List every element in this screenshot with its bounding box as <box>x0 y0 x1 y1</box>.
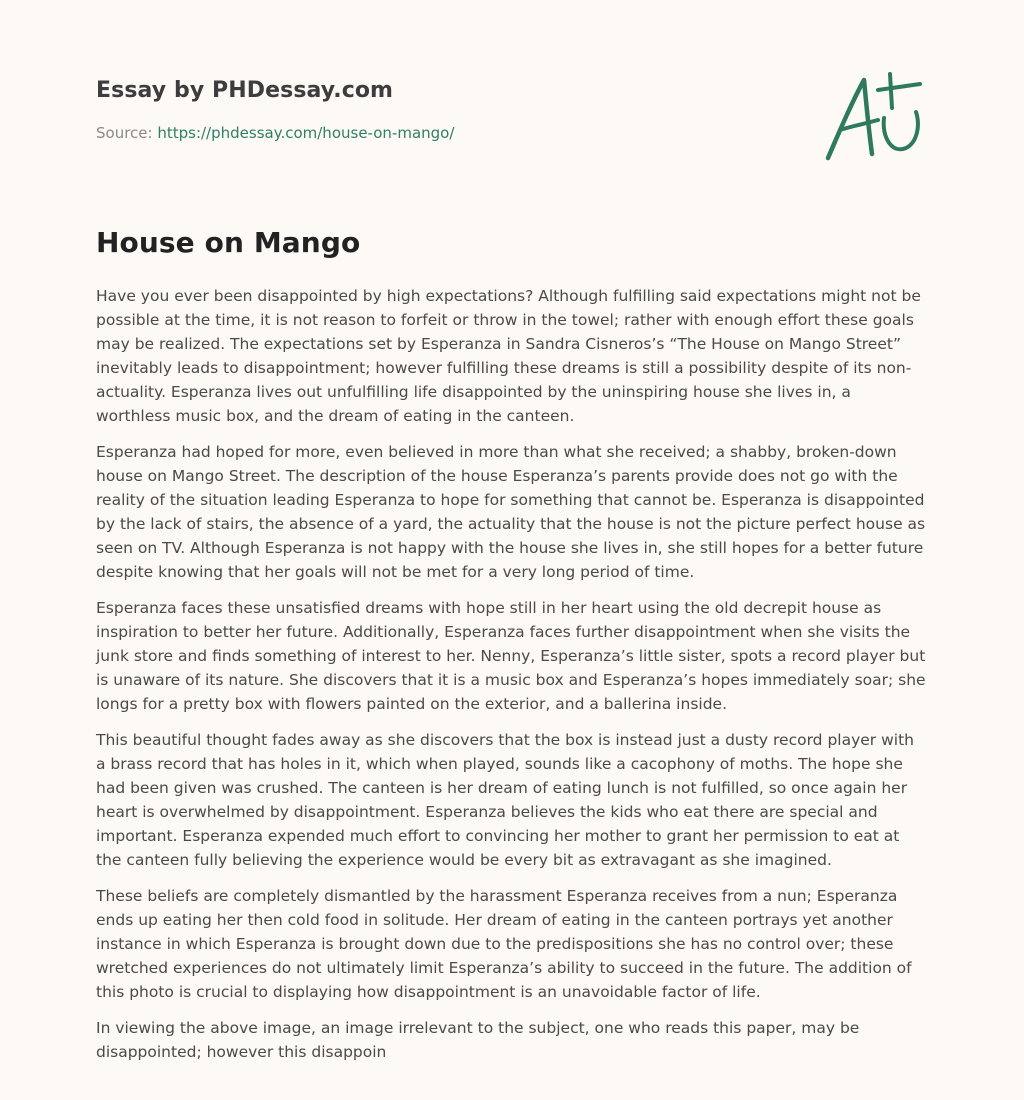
essay-paragraph: Esperanza had hoped for more, even believed in more than what she received; a shabby, broken-down house on Mango Street. The description of the house Esperanza’s parents provide does not go with the reality of the situation leading Esperanza to hope for something that cannot be. Esperanza is disappointed by the lack of stairs, the absence of a yard, the actuality that the house is not the picture perfect house as seen on TV. Although Esperanza is not happy with the house she lives in, she still hopes for a better future despite knowing that her goals will not be met for a very long period of time. <box>96 443 926 581</box>
source-link[interactable]: https://phdessay.com/house-on-mango/ <box>157 124 455 142</box>
essay-paragraph: Esperanza faces these unsatisfied dreams with hope still in her heart using the old decrepit house as inspiration to better her future. Additionally, Esperanza faces further disappointment when she visits the junk store and finds something of interest to her. Nenny, Esperanza’s little sister, spots a record player but is unaware of its nature. She discovers that it is a music box and Esperanza’s hopes immediately soar; she longs for a pretty box with flowers painted on the exterior, and a ballerina inside. <box>96 599 926 713</box>
essay-paragraph: In viewing the above image, an image irrelevant to the subject, one who reads this paper, may be disappointed; however this disappoin <box>96 1019 860 1061</box>
essay-paragraph: This beautiful thought fades away as she discovers that the box is instead just a dusty record player with a brass record that has holes in it, which when played, sounds like a cacophony of moths. The hope she had been given was crushed. The canteen is her dream of eating lunch is not fulfilled, so once again her heart is overwhelmed by disappointment. Esperanza believes the kids who eat there are special and important. Esperanza expended much effort to convincing her mother to grant her permission to eat at the canteen fully believing the experience would be every bit as extravagant as she imagined. <box>96 731 914 869</box>
source-line <box>96 124 454 142</box>
essay-paragraph: These beliefs are completely dismantled by the harassment Esperanza receives from a nun; Esperanza ends up eating her then cold food in solitude. Her dream of eating in the canteen portrays yet another instance in which Esperanza is brought down due to the predispositions she has no control over; these wretched experiences do not ultimately limit Esperanza’s ability to succeed in the future. The addition of this photo is crucial to displaying how disappointment is an unavoidable factor of life. <box>96 887 912 1001</box>
essay-title: House on Mango <box>96 226 361 259</box>
site-brand: Essay by PHDessay.com <box>96 78 394 103</box>
a-plus-logo-icon <box>822 68 926 164</box>
essay-paragraph: Have you ever been disappointed by high expectations? Although fulfilling said expectations might not be possible at the time, it is not reason to forfeit or throw in the towel; rather with enough effort these goals may be realized. The expectations set by Esperanza in Sandra Cisneros’s “The House on Mango Street” inevitably leads to disappointment; however fulfilling these dreams is still a possibility despite of its non-actuality. Esperanza lives out unfulfilling life disappointed by the uninspiring house she lives in, a worthless music box, and the dream of eating in the canteen. <box>96 287 921 425</box>
essay-body <box>96 284 926 1076</box>
source-label: Source: <box>96 124 158 142</box>
